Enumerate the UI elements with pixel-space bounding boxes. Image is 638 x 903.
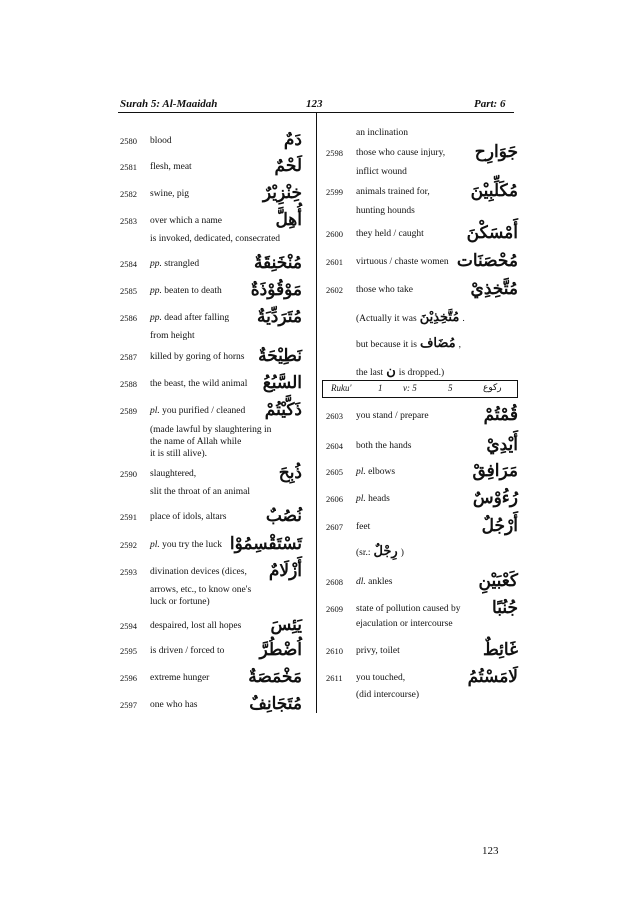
entry-meaning — [150, 486, 250, 498]
meaning-text: the beast, the wild animal — [150, 379, 248, 389]
entry-number: 2603 — [326, 411, 343, 421]
arabic-word: مَرَافِقْ — [472, 461, 518, 481]
entry-number: 2589 — [120, 406, 137, 416]
entry-meaning — [356, 410, 429, 422]
meaning-text: ankles — [368, 577, 393, 587]
meaning-text: (made lawful by slaughtering in — [150, 425, 272, 435]
entry-meaning — [356, 440, 411, 452]
arabic-word: كَعْبَيْنِ — [478, 571, 518, 591]
meaning-text: heads — [368, 494, 390, 504]
entry-meaning — [150, 378, 247, 390]
arabic-word: جَوَارِح — [474, 142, 518, 162]
entry-meaning — [150, 539, 222, 551]
meaning-text: (did intercourse) — [356, 690, 420, 700]
entry-meaning — [356, 672, 405, 684]
arabic-word: أَرْجُلٌ — [481, 516, 518, 536]
entry-meaning — [356, 366, 444, 379]
arabic-word: مُنْخَنِقَةٌ — [253, 253, 302, 273]
entry-meaning — [356, 546, 404, 559]
entry-number: 2580 — [120, 136, 137, 146]
entry-meaning — [356, 521, 370, 533]
arabic-word: اُضْطُرَّ — [259, 640, 302, 660]
meaning-text: beaten to death — [164, 286, 222, 296]
meaning-text: the last — [356, 368, 384, 378]
entry-number: 2591 — [120, 512, 137, 522]
meaning-text: flesh, meat — [150, 162, 192, 172]
entry-meaning — [150, 215, 222, 227]
column-divider — [316, 113, 317, 713]
arabic-word: نُصُبٌ — [265, 506, 302, 526]
grammar-abbrev: pp. — [150, 259, 165, 269]
entry-meaning — [356, 205, 415, 217]
entry-number: 2595 — [120, 646, 137, 656]
entry-meaning — [356, 228, 424, 240]
entry-number: 2587 — [120, 352, 137, 362]
meaning-text: both the hands — [356, 441, 412, 451]
entry-meaning — [150, 596, 210, 608]
entry-meaning — [150, 436, 241, 448]
entry-meaning — [150, 672, 209, 684]
entry-number: 2588 — [120, 379, 137, 389]
meaning-text: swine, pig — [150, 189, 190, 199]
meaning-text-suffix: is dropped.) — [398, 368, 445, 378]
meaning-text: despaired, lost all hopes — [150, 621, 242, 631]
meaning-text-suffix: . — [462, 314, 465, 324]
entry-number: 2605 — [326, 467, 343, 477]
arabic-word: قُمْتُمْ — [483, 405, 518, 425]
entry-meaning — [356, 284, 413, 296]
entry-number: 2585 — [120, 286, 137, 296]
entry-meaning — [150, 468, 196, 480]
entry-number: 2596 — [120, 673, 137, 683]
meaning-text: slaughtered, — [150, 469, 197, 479]
arabic-word: السَّبُعُ — [262, 373, 302, 393]
entry-meaning — [356, 127, 408, 139]
arabic-word: مُكَلِّبِيْنَ — [470, 181, 518, 201]
arabic-word: أَزْلَامٌ — [268, 561, 302, 581]
ruku-box — [322, 380, 518, 398]
entry-meaning — [150, 620, 241, 632]
entry-meaning — [150, 699, 198, 711]
arabic-word: جُنُبًا — [492, 598, 518, 618]
entry-number: 2606 — [326, 494, 343, 504]
grammar-abbrev: pl. — [150, 406, 163, 416]
meaning-text: hunting hounds — [356, 206, 415, 216]
entry-meaning — [150, 312, 229, 324]
meaning-text: it is still alive). — [150, 449, 207, 459]
meaning-text: those who cause injury, — [356, 148, 446, 158]
entry-meaning — [356, 618, 453, 630]
surah-title: Surah 5: Al-Maaidah — [120, 98, 218, 110]
entry-meaning — [150, 351, 244, 363]
arabic-word: رُءُوْسٌ — [472, 488, 518, 508]
grammar-abbrev: pl. — [356, 494, 369, 504]
entry-number: 2592 — [120, 540, 137, 550]
ruku-arabic: ركوع — [483, 383, 502, 393]
entry-number: 2600 — [326, 229, 343, 239]
meaning-text: is driven / forced to — [150, 646, 225, 656]
inline-arabic-word: مُتَّخِذِيْنَ — [419, 310, 460, 325]
arabic-word: ذَكَّيْتُمْ — [264, 400, 302, 420]
entry-number: 2601 — [326, 257, 343, 267]
entry-number: 2598 — [326, 148, 343, 158]
meaning-text: you try the luck — [162, 540, 223, 550]
meaning-text: blood — [150, 136, 172, 146]
grammar-abbrev: pl. — [356, 467, 369, 477]
entry-number: 2604 — [326, 441, 343, 451]
arabic-word: مَخْمَصَةٌ — [248, 667, 302, 687]
arabic-word: غَائِطٌ — [483, 640, 518, 660]
arabic-word: لَامَسْتُمُ — [467, 667, 518, 687]
entry-meaning — [150, 566, 247, 578]
meaning-text: feet — [356, 522, 371, 532]
entry-meaning — [356, 493, 390, 505]
entry-meaning — [150, 448, 207, 460]
meaning-text: inflict wound — [356, 167, 407, 177]
meaning-text-suffix: , — [458, 340, 462, 350]
entry-number: 2593 — [120, 567, 137, 577]
entry-meaning — [150, 584, 251, 596]
meaning-text: those who take — [356, 285, 413, 295]
meaning-text: extreme hunger — [150, 673, 210, 683]
meaning-text: slit the throat of an animal — [150, 487, 250, 497]
meaning-text: over which a name — [150, 216, 223, 226]
entry-number: 2597 — [120, 700, 137, 710]
grammar-abbrev: pl. — [150, 540, 163, 550]
arabic-word: لَحْمٌ — [274, 156, 302, 176]
footer-page-number: 123 — [482, 845, 499, 857]
meaning-text: elbows — [368, 467, 396, 477]
entry-meaning — [356, 186, 430, 198]
entry-meaning — [150, 135, 172, 147]
entry-number: 2583 — [120, 216, 137, 226]
meaning-text: the name of Allah while — [150, 437, 242, 447]
meaning-text: strangled — [164, 259, 200, 269]
entry-meaning — [356, 689, 419, 701]
meaning-text: an inclination — [356, 128, 408, 138]
ruku-label: Ruku' — [331, 383, 352, 393]
entry-meaning — [150, 405, 245, 417]
meaning-text: virtuous / chaste women — [356, 257, 449, 267]
entry-number: 2602 — [326, 285, 343, 295]
ruku-verse: v: 5 — [403, 383, 417, 393]
meaning-text: is invoked, dedicated, consecrated — [150, 234, 281, 244]
ruku-number: 1 — [378, 383, 383, 393]
entry-meaning — [150, 424, 271, 436]
entry-meaning — [356, 603, 460, 615]
meaning-text: (Actually it was — [356, 314, 417, 324]
meaning-text: from height — [150, 331, 195, 341]
arabic-word: مُتَرَدِّيَةٌ — [256, 307, 302, 327]
inline-arabic-word: مُضَاف — [419, 336, 456, 351]
entry-meaning — [356, 166, 407, 178]
entry-meaning — [150, 645, 224, 657]
entry-number: 2608 — [326, 577, 343, 587]
meaning-text: divination devices (dices, — [150, 567, 247, 577]
header-page-number: 123 — [306, 98, 323, 110]
arabic-word: مَوْقُوْذَةٌ — [250, 280, 302, 300]
entry-number: 2582 — [120, 189, 137, 199]
meaning-text: arrows, etc., to know one's — [150, 585, 252, 595]
arabic-word: مُحْصَنَات — [456, 251, 518, 271]
grammar-abbrev: pp. — [150, 313, 165, 323]
entry-number: 2609 — [326, 604, 343, 614]
entry-meaning — [356, 645, 400, 657]
meaning-text: you touched, — [356, 673, 406, 683]
arabic-word: نَطِيْحَةٌ — [258, 346, 302, 366]
arabic-word: مُتَّخِذِيْ — [470, 279, 518, 299]
entry-number: 2590 — [120, 469, 137, 479]
meaning-text: you stand / prepare — [356, 411, 429, 421]
entry-meaning — [356, 147, 445, 159]
entry-number: 2586 — [120, 313, 137, 323]
inline-arabic-word: رِجْلٌ — [373, 544, 398, 559]
entry-number: 2607 — [326, 522, 343, 532]
entry-number: 2599 — [326, 187, 343, 197]
arabic-word: ذُبِحَ — [278, 463, 302, 483]
entry-meaning — [356, 576, 392, 588]
meaning-text-suffix: ) — [400, 548, 404, 558]
grammar-abbrev: dl. — [356, 577, 369, 587]
meaning-text: you purified / cleaned — [162, 406, 246, 416]
meaning-text: ejaculation or intercourse — [356, 619, 453, 629]
entry-meaning — [150, 161, 192, 173]
entry-number: 2611 — [326, 673, 343, 683]
entry-meaning — [150, 285, 222, 297]
entry-meaning — [356, 256, 449, 268]
entry-meaning — [150, 233, 280, 245]
entry-number: 2610 — [326, 646, 343, 656]
arabic-word: يَئِسَ — [270, 615, 302, 635]
meaning-text: killed by goring of horns — [150, 352, 245, 362]
entry-number: 2594 — [120, 621, 137, 631]
meaning-text: luck or fortune) — [150, 597, 210, 607]
arabic-word: خِنْزِيْرٌ — [262, 183, 302, 203]
inline-arabic-word: ن — [386, 364, 396, 379]
meaning-text: they held / caught — [356, 229, 424, 239]
arabic-word: مُتَجَانِفٌ — [249, 694, 302, 714]
arabic-word: دَمٌ — [283, 130, 302, 150]
entry-meaning — [150, 511, 227, 523]
entry-meaning — [150, 188, 189, 200]
meaning-text: (sr.: — [356, 548, 371, 558]
part-label: Part: 6 — [474, 98, 506, 110]
arabic-word: أَمْسَكْنَ — [466, 223, 518, 243]
entry-number: 2581 — [120, 162, 137, 172]
meaning-text: privy, toilet — [356, 646, 400, 656]
arabic-word: أُهِلَّ — [275, 210, 302, 230]
meaning-text: one who has — [150, 700, 198, 710]
meaning-text: place of idols, altars — [150, 512, 227, 522]
entry-meaning — [150, 258, 199, 270]
meaning-text: animals trained for, — [356, 187, 430, 197]
arabic-word: تَسْتَقْسِمُوْا — [229, 534, 302, 554]
entry-meaning — [356, 466, 395, 478]
entry-number: 2584 — [120, 259, 137, 269]
entry-meaning — [356, 338, 461, 351]
meaning-text: dead after falling — [164, 313, 230, 323]
arabic-word: أَيْدِيْ — [486, 435, 518, 455]
grammar-abbrev: pp. — [150, 286, 165, 296]
meaning-text: but because it is — [356, 340, 417, 350]
entry-meaning — [150, 330, 195, 342]
entry-meaning — [356, 312, 465, 325]
meaning-text: state of pollution caused by — [356, 604, 461, 614]
ruku-count: 5 — [448, 383, 453, 393]
